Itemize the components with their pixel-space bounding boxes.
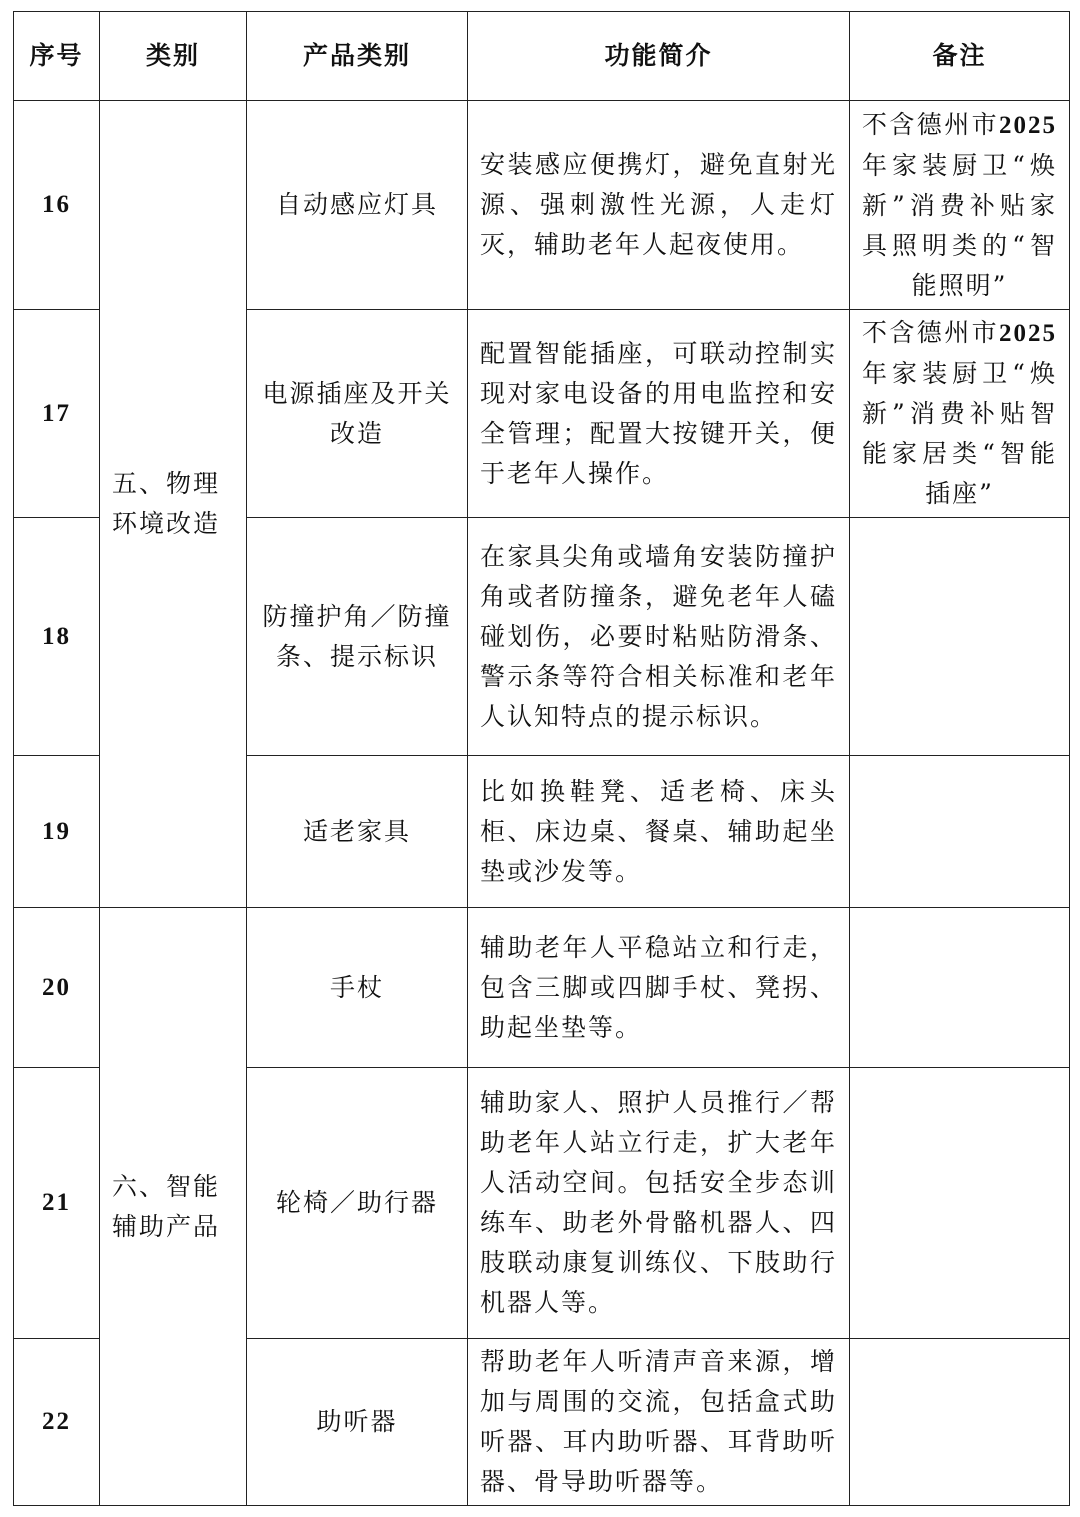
category-label-line: 六、智能: [112, 1171, 221, 1201]
category-label-line: 环境改造: [112, 509, 221, 538]
note-rest: 年家装厨卫“焕新”消费补贴智能家居类“智能插座”: [862, 359, 1057, 508]
row-seq: 22: [14, 1339, 100, 1506]
header-category: 类别: [100, 12, 247, 101]
row-function: 帮助老年人听清声音来源，增加与周围的交流，包括盒式助听器、耳内助听器、耳背助听器、骨导助听器等。: [468, 1339, 850, 1506]
product-table: [13, 11, 1070, 1506]
row-product: 电源插座及开关改造: [247, 310, 468, 518]
row-seq: 17: [14, 310, 100, 518]
row-product: 适老家具: [247, 756, 468, 908]
row-seq: 21: [14, 1068, 100, 1339]
table-row: [14, 908, 1070, 1068]
row-note: [850, 1339, 1070, 1506]
header-seq: 序号: [14, 12, 100, 101]
note-prefix: 不含德州市: [862, 318, 999, 347]
note-year: 2025: [999, 111, 1057, 139]
row-function: 辅助老年人平稳站立和行走，包含三脚或四脚手杖、凳拐、助起坐垫等。: [468, 908, 850, 1068]
row-seq: 16: [14, 101, 100, 310]
category-physical-environment: [100, 101, 247, 908]
row-note: [850, 1068, 1070, 1339]
row-function: 配置智能插座，可联动控制实现对家电设备的用电监控和安全管理；配置大按键开关，便于老年人操作。: [468, 310, 850, 518]
table-row: [14, 101, 1070, 310]
row-note: [850, 756, 1070, 908]
row-seq: 19: [14, 756, 100, 908]
row-product: 助听器: [247, 1339, 468, 1506]
header-note: 备注: [850, 12, 1070, 101]
row-seq: 20: [14, 908, 100, 1068]
category-smart-assistive: [100, 908, 247, 1506]
row-product: 手杖: [247, 908, 468, 1068]
row-function: 辅助家人、照护人员推行／帮助老年人站立行走，扩大老年人活动空间。包括安全步态训练车、助老外骨骼机器人、四肢联动康复训练仪、下肢助行机器人等。: [468, 1068, 850, 1339]
category-label-line: 五、物理: [112, 469, 221, 498]
note-rest: 年家装厨卫“焕新”消费补贴家具照明类的“智能照明”: [862, 150, 1057, 300]
row-product: 轮椅／助行器: [247, 1068, 468, 1339]
row-product: 防撞护角／防撞条、提示标识: [247, 518, 468, 756]
row-function: 比如换鞋凳、适老椅、床头柜、床边桌、餐桌、辅助起坐垫或沙发等。: [468, 756, 850, 908]
row-note: [850, 518, 1070, 756]
row-note: [850, 101, 1070, 310]
note-prefix: 不含德州市: [862, 109, 999, 139]
category-label-line: 辅助产品: [112, 1211, 221, 1241]
row-product: 自动感应灯具: [247, 101, 468, 310]
row-note: [850, 310, 1070, 518]
header-product: 产品类别: [247, 12, 468, 101]
row-function: 安装感应便携灯，避免直射光源、强刺激性光源，人走灯灭，辅助老年人起夜使用。: [468, 101, 850, 310]
header-function: 功能简介: [468, 12, 850, 101]
note-year: 2025: [999, 320, 1057, 347]
row-function: 在家具尖角或墙角安装防撞护角或者防撞条，避免老年人磕碰划伤，必要时粘贴防滑条、警示条等符合相关标准和老年人认知特点的提示标识。: [468, 518, 850, 756]
header-row: [14, 12, 1070, 101]
row-seq: 18: [14, 518, 100, 756]
row-note: [850, 908, 1070, 1068]
